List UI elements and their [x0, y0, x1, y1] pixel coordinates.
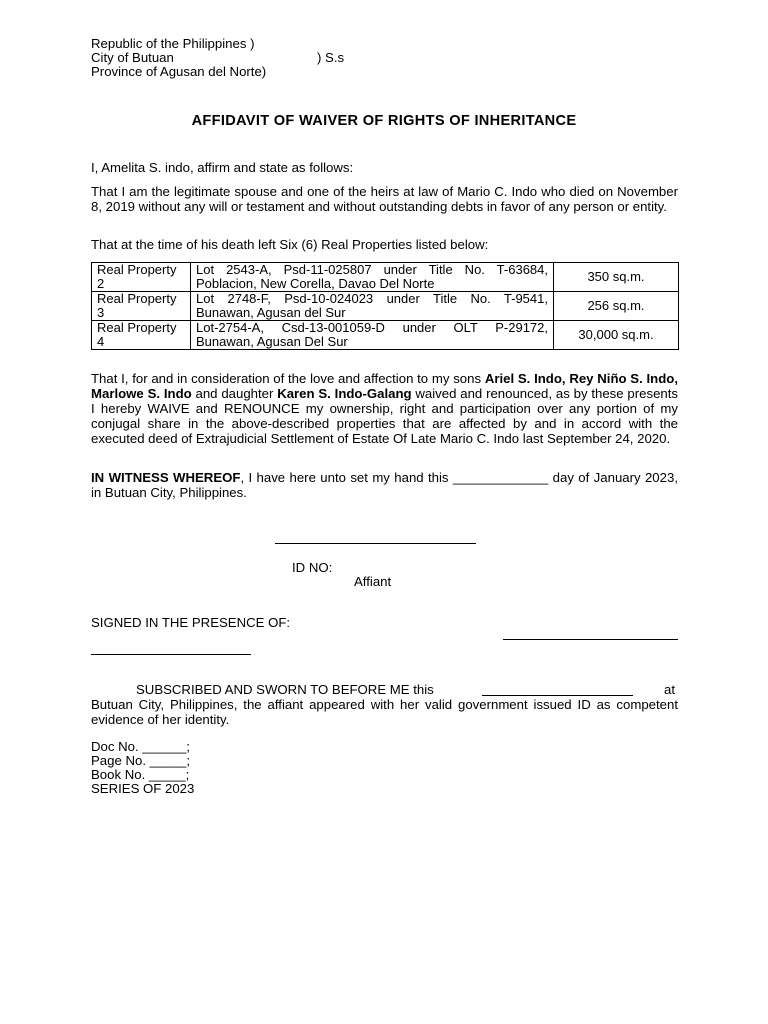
venue-line-3: Province of Agusan del Norte) — [91, 64, 267, 79]
property-label: Real Property 3 — [92, 292, 191, 321]
property-area: 256 sq.m. — [554, 292, 679, 321]
table-row — [92, 321, 679, 350]
table-row — [92, 292, 679, 321]
table-row — [92, 263, 679, 292]
venue-line-1: Republic of the Philippines ) — [91, 36, 255, 51]
venue-line-2-left: City of Butuan — [91, 50, 174, 65]
property-description: Lot 2748-F, Psd-10-024023 under Title No. T-9541, Bunawan, Agusan del Sur — [191, 292, 554, 321]
jurat-text-at: at — [664, 682, 675, 697]
property-label: Real Property 2 — [92, 263, 191, 292]
waiver-text-1: That I, for and in consideration of the love and affection to my sons — [91, 371, 485, 386]
witness-signature-line-left — [91, 654, 251, 655]
page-no: Page No. _____; — [91, 753, 190, 768]
signed-in-presence-label: SIGNED IN THE PRESENCE OF: — [91, 615, 291, 630]
intro-statement: I, Amelita S. indo, affirm and state as follows: — [91, 160, 354, 175]
paragraph-witness — [91, 470, 678, 500]
waiver-text-3: waived and renounced, as by these presents I hereby WAIVE and RENOUNCE my ownership, right and participation over any portion of my conjugal share in the above-described properties that are affected by and in accord with the executed deed of Extrajudicial Settlement of Estate Of Late Mario C. Indo last September 24, 2020. — [91, 386, 678, 446]
properties-table — [91, 262, 679, 350]
document-title: AFFIDAVIT OF WAIVER OF RIGHTS OF INHERITANCE — [191, 113, 577, 129]
affiant-signature-line — [275, 543, 476, 544]
witness-bold: IN WITNESS WHEREOF — [91, 470, 241, 485]
venue-line-2-right: ) S.s — [317, 50, 345, 65]
paragraph-properties-intro: That at the time of his death left Six (6) Real Properties listed below: — [91, 237, 489, 252]
property-label: Real Property 4 — [92, 321, 191, 350]
waiver-sons: Ariel S. Indo, Rey Niño S. Indo, Marlowe S. Indo — [91, 371, 678, 401]
paragraph-spouse: That I am the legitimate spouse and one of the heirs at law of Mario C. Indo who died on November 8, 2019 without any will or testament and without outstanding debts in favor of any person or entity. — [91, 184, 678, 214]
book-no: Book No. _____; — [91, 767, 190, 782]
series: SERIES OF 2023 — [91, 781, 195, 796]
witness-text-1: , I have here unto set my hand this — [240, 470, 453, 485]
witness-signature-line-right — [503, 639, 678, 640]
property-description: Lot-2754-A, Csd-13-001059-D under OLT P-29172, Bunawan, Agusan Del Sur — [191, 321, 554, 350]
affiant-label: Affiant — [354, 574, 392, 589]
waiver-text-2: and daughter — [191, 386, 278, 401]
property-description: Lot 2543-A, Psd-11-025807 under Title No. T-63684, Poblacion, New Corella, Davao Del Norte — [191, 263, 554, 292]
property-area: 30,000 sq.m. — [554, 321, 679, 350]
paragraph-waiver — [91, 371, 678, 446]
jurat-text-1: SUBSCRIBED AND SWORN TO BEFORE ME this — [136, 682, 434, 697]
property-area: 350 sq.m. — [554, 263, 679, 292]
jurat-text-2: Butuan City, Philippines, the affiant appeared with her valid government issued ID as competent evidence of her identity. — [91, 697, 678, 727]
id-no-label: ID NO: — [292, 560, 333, 575]
doc-no: Doc No. ______; — [91, 739, 190, 754]
witness-text-2: day of January 2023, in Butuan City, Philippines. — [91, 470, 678, 500]
witness-day-blank: _____________ — [452, 470, 549, 485]
jurat-date-blank — [482, 695, 633, 696]
waiver-daughter: Karen S. Indo-Galang — [277, 386, 412, 401]
